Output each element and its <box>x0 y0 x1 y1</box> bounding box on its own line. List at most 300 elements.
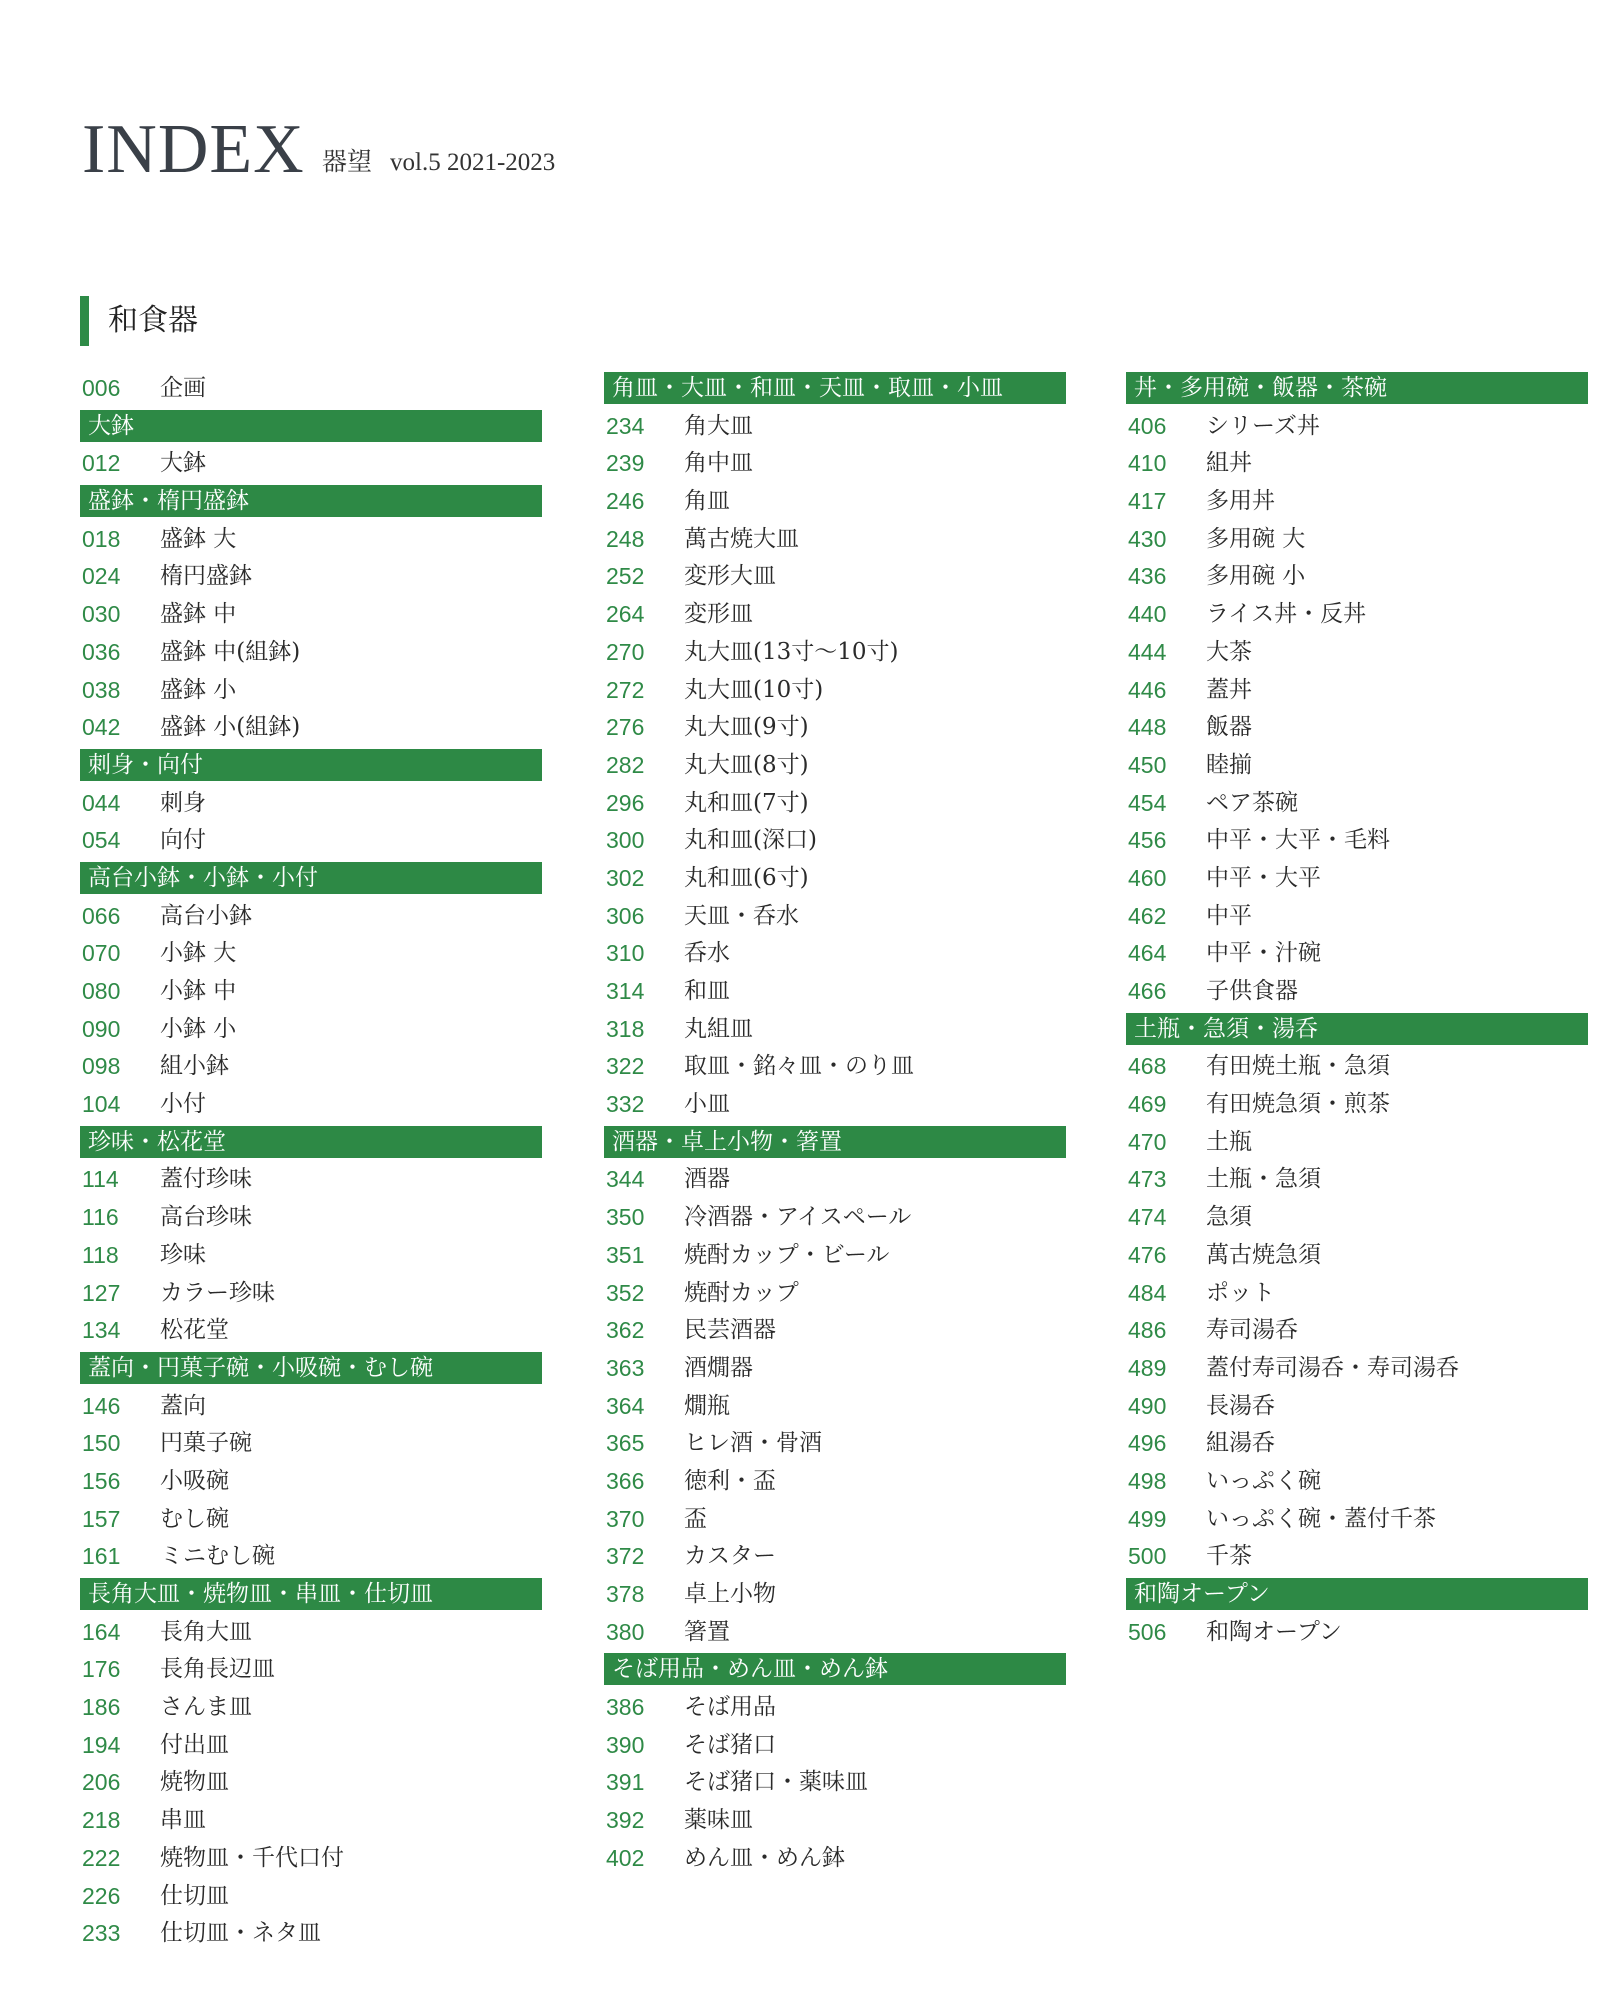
page-number: 042 <box>82 714 121 741</box>
page-number: 386 <box>606 1694 645 1721</box>
index-entry[interactable] <box>1126 1124 1588 1162</box>
index-entry[interactable] <box>1126 1161 1588 1199</box>
page-number: 146 <box>82 1392 121 1419</box>
entry-name: 角中皿 <box>684 450 753 477</box>
entry-name: 呑水 <box>684 940 730 967</box>
page-number: 030 <box>82 601 121 628</box>
page-number: 044 <box>82 789 121 816</box>
index-entry[interactable] <box>604 1463 1066 1501</box>
index-entry[interactable] <box>1126 1312 1588 1350</box>
index-entry[interactable] <box>80 1689 542 1727</box>
entry-name: 多用碗 大 <box>1206 525 1306 552</box>
page-number: 444 <box>1128 638 1167 665</box>
page-number: 150 <box>82 1430 121 1457</box>
page-number: 469 <box>1128 1091 1167 1118</box>
page-number: 318 <box>606 1015 645 1042</box>
index-entry[interactable] <box>604 408 1066 446</box>
page-number: 484 <box>1128 1279 1167 1306</box>
page-number: 186 <box>82 1694 121 1721</box>
index-entry[interactable] <box>604 1312 1066 1350</box>
entry-name: 角大皿 <box>684 412 753 439</box>
page-number: 080 <box>82 978 121 1004</box>
page-number: 222 <box>82 1844 121 1871</box>
page-number: 352 <box>606 1279 645 1306</box>
index-entry[interactable] <box>80 822 542 860</box>
index-entry[interactable] <box>1126 634 1588 672</box>
index-entry[interactable] <box>1126 898 1588 936</box>
index-entry[interactable] <box>80 1840 542 1878</box>
page-number: 114 <box>82 1166 119 1193</box>
index-entry[interactable] <box>1126 935 1588 973</box>
page-number: 406 <box>1128 412 1167 439</box>
index-entry[interactable] <box>604 822 1066 860</box>
page-number: 098 <box>82 1053 121 1080</box>
entry-name: 燗瓶 <box>684 1392 730 1419</box>
entry-name: 丸和皿(深口) <box>684 827 817 854</box>
entry-name: 盛鉢 中(組鉢) <box>160 638 301 665</box>
entry-name: 蓋付寿司湯呑・寿司湯呑 <box>1206 1354 1459 1381</box>
page-number: 468 <box>1128 1053 1167 1080</box>
index-entry[interactable] <box>1126 596 1588 634</box>
entry-name: 萬古焼急須 <box>1206 1241 1321 1268</box>
section-title: 和食器 <box>108 303 198 338</box>
category-header: 土瓶・急須・湯呑 <box>1126 1013 1588 1045</box>
entry-name: 長湯呑 <box>1206 1392 1275 1419</box>
index-entry[interactable] <box>604 709 1066 747</box>
page-number: 104 <box>82 1091 121 1118</box>
entry-name: 変形皿 <box>684 601 753 628</box>
entry-name: 丸大皿(9寸) <box>684 714 809 741</box>
entry-name: 多用丼 <box>1206 488 1275 515</box>
page-number: 450 <box>1128 751 1167 778</box>
index-entry[interactable] <box>604 1576 1066 1614</box>
entry-name: 角皿 <box>684 488 730 515</box>
page-number: 314 <box>606 978 645 1004</box>
entry-name: 丸和皿(6寸) <box>684 864 809 891</box>
page-number: 500 <box>1128 1543 1167 1570</box>
entry-name: 長角大皿 <box>160 1618 252 1645</box>
index-entry[interactable] <box>1126 1048 1588 1086</box>
entry-name: 大茶 <box>1206 638 1252 665</box>
index-entry[interactable] <box>604 860 1066 898</box>
index-entry[interactable] <box>1126 709 1588 747</box>
index-entry[interactable] <box>1126 1086 1588 1124</box>
page-number: 417 <box>1128 488 1167 515</box>
entry-name: 盃 <box>684 1505 707 1532</box>
index-entry[interactable] <box>1126 1350 1588 1388</box>
entry-name: 酒燗器 <box>684 1354 753 1381</box>
entry-name: 串皿 <box>160 1807 206 1834</box>
index-entry[interactable] <box>604 483 1066 521</box>
entry-name: 焼物皿 <box>160 1769 229 1796</box>
index-entry[interactable] <box>604 898 1066 936</box>
entry-name: 小付 <box>160 1091 206 1118</box>
index-column-2 <box>604 370 1066 1878</box>
page-number: 490 <box>1128 1392 1167 1419</box>
index-entry[interactable] <box>80 445 542 483</box>
index-entry[interactable] <box>604 1840 1066 1878</box>
entry-name: 中平・大平 <box>1206 864 1321 891</box>
page-number: 272 <box>606 676 645 703</box>
entry-name: 睦揃 <box>1206 751 1252 778</box>
catalog-subtitle <box>322 133 555 193</box>
index-entry[interactable] <box>1126 408 1588 446</box>
entry-name: 多用碗 小 <box>1206 563 1306 590</box>
index-entry[interactable] <box>604 1011 1066 1049</box>
index-entry[interactable] <box>604 445 1066 483</box>
index-entry[interactable] <box>80 1802 542 1840</box>
index-entry[interactable] <box>1126 1199 1588 1237</box>
index-entry[interactable] <box>1126 445 1588 483</box>
index-entry[interactable] <box>80 1048 542 1086</box>
index-entry[interactable] <box>1126 1237 1588 1275</box>
page-number: 134 <box>82 1317 121 1344</box>
category-header: 大鉢 <box>80 410 542 442</box>
index-entry[interactable] <box>80 1275 542 1313</box>
page-number: 116 <box>82 1204 119 1231</box>
category-header: 長角大皿・焼物皿・串皿・仕切皿 <box>80 1578 542 1610</box>
entry-name: 徳利・盃 <box>684 1467 776 1494</box>
entry-name: 盛鉢 大 <box>160 525 237 552</box>
index-entry[interactable] <box>604 1237 1066 1275</box>
entry-name: 高台小鉢 <box>160 902 252 929</box>
index-entry[interactable] <box>604 1048 1066 1086</box>
page-number: 239 <box>606 450 645 477</box>
index-entry[interactable] <box>604 935 1066 973</box>
index-entry[interactable] <box>80 370 542 408</box>
entry-name: 丸大皿(10寸) <box>684 676 824 703</box>
entry-name: 丸大皿(13寸〜10寸) <box>684 638 899 665</box>
index-entry[interactable] <box>1126 1463 1588 1501</box>
entry-name: カラー珍味 <box>160 1279 275 1306</box>
index-entry[interactable] <box>604 1501 1066 1539</box>
index-entry[interactable] <box>80 1199 542 1237</box>
page-number: 276 <box>606 714 645 741</box>
index-entry[interactable] <box>604 1086 1066 1124</box>
entry-name: 萬古焼大皿 <box>684 525 799 552</box>
page-number: 322 <box>606 1053 645 1080</box>
entry-name: ポット <box>1206 1279 1275 1306</box>
category-header: 丼・多用碗・飯器・茶碗 <box>1126 372 1588 404</box>
page-number: 456 <box>1128 827 1167 854</box>
entry-name: 組湯呑 <box>1206 1430 1275 1457</box>
page-number: 489 <box>1128 1354 1167 1381</box>
page-number: 006 <box>82 375 121 401</box>
category-header: 和陶オープン <box>1126 1578 1588 1610</box>
page-number: 506 <box>1128 1618 1167 1645</box>
page-number: 118 <box>82 1241 119 1268</box>
index-entry[interactable] <box>80 1463 542 1501</box>
entry-name: 小鉢 小 <box>160 1015 237 1042</box>
index-entry[interactable] <box>1126 521 1588 559</box>
entry-name: 土瓶 <box>1206 1128 1252 1155</box>
index-entry[interactable] <box>80 1651 542 1689</box>
entry-name: 焼酎カップ・ビール <box>684 1241 890 1268</box>
index-entry[interactable] <box>80 1086 542 1124</box>
page-number: 392 <box>606 1807 645 1834</box>
entry-name: いっぷく碗 <box>1206 1467 1321 1494</box>
index-entry[interactable] <box>604 1388 1066 1426</box>
entry-name: 千茶 <box>1206 1543 1252 1570</box>
index-entry[interactable] <box>80 898 542 936</box>
entry-name: 仕切皿 <box>160 1882 229 1909</box>
entry-name: 丸組皿 <box>684 1015 753 1042</box>
entry-name: ライス丼・反丼 <box>1206 601 1367 628</box>
entry-name: 蓋向 <box>160 1392 206 1419</box>
entry-name: 盛鉢 小(組鉢) <box>160 714 301 741</box>
page-number: 164 <box>82 1618 121 1645</box>
category-header: 珍味・松花堂 <box>80 1126 542 1158</box>
index-entry[interactable] <box>604 1161 1066 1199</box>
index-entry[interactable] <box>80 1425 542 1463</box>
page-number: 157 <box>82 1505 121 1532</box>
page-number: 430 <box>1128 525 1167 552</box>
page-number: 296 <box>606 789 645 816</box>
entry-name: 刺身 <box>160 789 206 816</box>
index-entry[interactable] <box>80 1388 542 1426</box>
index-entry[interactable] <box>80 634 542 672</box>
entry-name: ヒレ酒・骨酒 <box>684 1430 822 1457</box>
entry-name: 中平・汁碗 <box>1206 940 1321 967</box>
index-entry[interactable] <box>80 558 542 596</box>
page-number: 476 <box>1128 1241 1167 1268</box>
page-number: 127 <box>82 1279 121 1306</box>
page-number: 350 <box>606 1204 645 1231</box>
entry-name: 組小鉢 <box>160 1053 229 1080</box>
index-entry[interactable] <box>604 1425 1066 1463</box>
entry-name: 小鉢 大 <box>160 940 237 967</box>
page-number: 486 <box>1128 1317 1167 1344</box>
index-entry[interactable] <box>604 1350 1066 1388</box>
page-number: 038 <box>82 676 121 703</box>
entry-name: 向付 <box>160 827 206 854</box>
index-entry[interactable] <box>1126 558 1588 596</box>
page-number: 454 <box>1128 789 1167 816</box>
page-number: 264 <box>606 601 645 628</box>
index-entry[interactable] <box>1126 1501 1588 1539</box>
entry-name: 民芸酒器 <box>684 1317 776 1344</box>
entry-name: 長角長辺皿 <box>160 1656 275 1683</box>
entry-name: 取皿・銘々皿・のり皿 <box>684 1053 914 1080</box>
page-number: 066 <box>82 902 121 929</box>
page-number: 363 <box>606 1354 645 1381</box>
entry-name: そば猪口・薬味皿 <box>684 1769 868 1796</box>
index-entry[interactable] <box>80 596 542 634</box>
entry-name: そば猪口 <box>684 1731 776 1758</box>
catalog-volume: vol.5 2021-2023 <box>390 149 556 176</box>
entry-name: むし碗 <box>160 1505 229 1532</box>
page-number: 470 <box>1128 1128 1167 1155</box>
page-number: 365 <box>606 1430 645 1457</box>
category-header: 角皿・大皿・和皿・天皿・取皿・小皿 <box>604 372 1066 404</box>
index-entry[interactable] <box>80 1237 542 1275</box>
page-number: 436 <box>1128 563 1167 590</box>
index-entry[interactable] <box>1126 1275 1588 1313</box>
entry-name: 松花堂 <box>160 1317 229 1344</box>
index-entry[interactable] <box>604 1727 1066 1765</box>
index-entry[interactable] <box>1126 483 1588 521</box>
entry-name: 小皿 <box>684 1091 730 1118</box>
page-number: 366 <box>606 1467 645 1494</box>
index-entry[interactable] <box>80 1161 542 1199</box>
index-entry[interactable] <box>80 785 542 823</box>
entry-name: 付出皿 <box>160 1731 229 1758</box>
entry-name: 有田焼土瓶・急須 <box>1206 1053 1390 1080</box>
entry-name: シリーズ丼 <box>1206 412 1320 439</box>
index-entry[interactable] <box>604 1614 1066 1652</box>
page-number: 446 <box>1128 676 1167 703</box>
page-number: 410 <box>1128 450 1167 477</box>
page-number: 024 <box>82 563 121 590</box>
page-number: 391 <box>606 1769 645 1796</box>
page-number: 234 <box>606 412 645 439</box>
index-entry[interactable] <box>80 1501 542 1539</box>
index-entry[interactable] <box>80 1727 542 1765</box>
index-entry[interactable] <box>604 1689 1066 1727</box>
index-entry[interactable] <box>604 1764 1066 1802</box>
entry-name: 中平・大平・毛料 <box>1206 827 1390 854</box>
index-entry[interactable] <box>604 1199 1066 1237</box>
index-entry[interactable] <box>604 973 1066 1011</box>
entry-name: 土瓶・急須 <box>1206 1166 1321 1193</box>
entry-name: いっぷく碗・蓋付千茶 <box>1206 1505 1436 1532</box>
index-entry[interactable] <box>80 1764 542 1802</box>
index-entry[interactable] <box>604 1802 1066 1840</box>
entry-name: 有田焼急須・煎茶 <box>1206 1091 1390 1118</box>
index-entry[interactable] <box>1126 1614 1588 1652</box>
entry-name: 天皿・呑水 <box>684 902 799 929</box>
entry-name: 仕切皿・ネタ皿 <box>160 1920 321 1947</box>
page-number: 248 <box>606 525 645 552</box>
catalog-brand: 器望 <box>322 149 373 176</box>
entry-name: 薬味皿 <box>684 1807 753 1834</box>
page-number: 018 <box>82 525 121 552</box>
index-entry[interactable] <box>604 672 1066 710</box>
page-number: 364 <box>606 1392 645 1419</box>
index-entry[interactable] <box>604 1538 1066 1576</box>
entry-name: 酒器 <box>684 1166 730 1193</box>
index-entry[interactable] <box>1126 860 1588 898</box>
page-number: 448 <box>1128 714 1167 741</box>
entry-name: 組丼 <box>1206 450 1252 477</box>
entry-name: 卓上小物 <box>684 1581 776 1607</box>
index-entry[interactable] <box>80 672 542 710</box>
entry-name: 蓋付珍味 <box>160 1166 252 1193</box>
entry-name: 小吸碗 <box>160 1467 229 1494</box>
entry-name: 変形大皿 <box>684 563 776 590</box>
entry-name: 丸大皿(8寸) <box>684 751 809 778</box>
entry-name: 焼物皿・千代口付 <box>160 1844 344 1871</box>
index-entry[interactable] <box>604 785 1066 823</box>
page-number: 012 <box>82 450 121 477</box>
page-number: 499 <box>1128 1505 1167 1532</box>
page-number: 270 <box>606 638 645 665</box>
category-header: 刺身・向付 <box>80 749 542 781</box>
page-number: 156 <box>82 1467 121 1494</box>
index-title: INDEX <box>82 111 305 188</box>
page-number: 496 <box>1128 1430 1167 1457</box>
category-header: そば用品・めん皿・めん鉢 <box>604 1653 1066 1685</box>
page-number: 090 <box>82 1015 121 1042</box>
index-entry[interactable] <box>604 521 1066 559</box>
index-column-3 <box>1126 370 1588 1651</box>
page-number: 226 <box>82 1882 121 1909</box>
index-entry[interactable] <box>1126 1425 1588 1463</box>
index-entry[interactable] <box>80 1011 542 1049</box>
index-entry[interactable] <box>80 1915 542 1953</box>
entry-name: めん皿・めん鉢 <box>684 1844 845 1871</box>
entry-name: ミニむし碗 <box>160 1543 275 1570</box>
index-entry[interactable] <box>1126 1538 1588 1576</box>
page-number: 473 <box>1128 1166 1167 1193</box>
index-entry[interactable] <box>80 1878 542 1916</box>
index-entry[interactable] <box>1126 785 1588 823</box>
page-number: 161 <box>82 1543 121 1570</box>
index-entry[interactable] <box>1126 672 1588 710</box>
index-entry[interactable] <box>80 709 542 747</box>
index-entry[interactable] <box>1126 973 1588 1011</box>
page-number: 300 <box>606 827 645 854</box>
page-number: 302 <box>606 864 645 891</box>
category-header: 蓋向・円菓子碗・小吸碗・むし碗 <box>80 1352 542 1384</box>
page-number: 474 <box>1128 1204 1167 1231</box>
category-header: 高台小鉢・小鉢・小付 <box>80 862 542 894</box>
index-entry[interactable] <box>80 1538 542 1576</box>
entry-name: 焼酎カップ <box>684 1279 799 1306</box>
index-entry[interactable] <box>604 747 1066 785</box>
entry-name: そば用品 <box>684 1694 776 1721</box>
index-entry[interactable] <box>1126 1388 1588 1426</box>
index-column-1 <box>80 370 542 1953</box>
index-entry[interactable] <box>80 1312 542 1350</box>
index-entry[interactable] <box>80 973 542 1011</box>
page-number: 351 <box>606 1241 645 1268</box>
page-number: 233 <box>82 1920 121 1947</box>
entry-name: 和陶オープン <box>1206 1618 1342 1645</box>
page-number: 370 <box>606 1505 645 1532</box>
entry-name: 箸置 <box>684 1618 730 1645</box>
page-number: 218 <box>82 1807 121 1834</box>
index-entry[interactable] <box>80 521 542 559</box>
entry-name: さんま皿 <box>160 1694 252 1721</box>
page-number: 460 <box>1128 864 1167 891</box>
entry-name: 中平 <box>1206 902 1252 929</box>
page-number: 462 <box>1128 902 1167 929</box>
page-number: 498 <box>1128 1467 1167 1494</box>
index-entry[interactable] <box>80 935 542 973</box>
page-number: 466 <box>1128 978 1167 1004</box>
page-number: 282 <box>606 751 645 778</box>
index-entry[interactable] <box>604 596 1066 634</box>
entry-name: ペア茶碗 <box>1206 789 1298 816</box>
entry-name: 丸和皿(7寸) <box>684 789 809 816</box>
page-number: 440 <box>1128 601 1167 628</box>
index-entry[interactable] <box>1126 747 1588 785</box>
index-entry[interactable] <box>80 1614 542 1652</box>
index-entry[interactable] <box>604 634 1066 672</box>
entry-name: 企画 <box>160 375 206 401</box>
index-entry[interactable] <box>604 1275 1066 1313</box>
page-number: 362 <box>606 1317 645 1344</box>
entry-name: カスター <box>684 1543 776 1570</box>
index-entry[interactable] <box>604 558 1066 596</box>
section-accent-bar <box>80 296 89 346</box>
page-number: 390 <box>606 1731 645 1758</box>
page-number: 194 <box>82 1731 121 1758</box>
index-entry[interactable] <box>1126 822 1588 860</box>
entry-name: 冷酒器・アイスペール <box>684 1204 912 1231</box>
entry-name: 和皿 <box>684 978 730 1004</box>
